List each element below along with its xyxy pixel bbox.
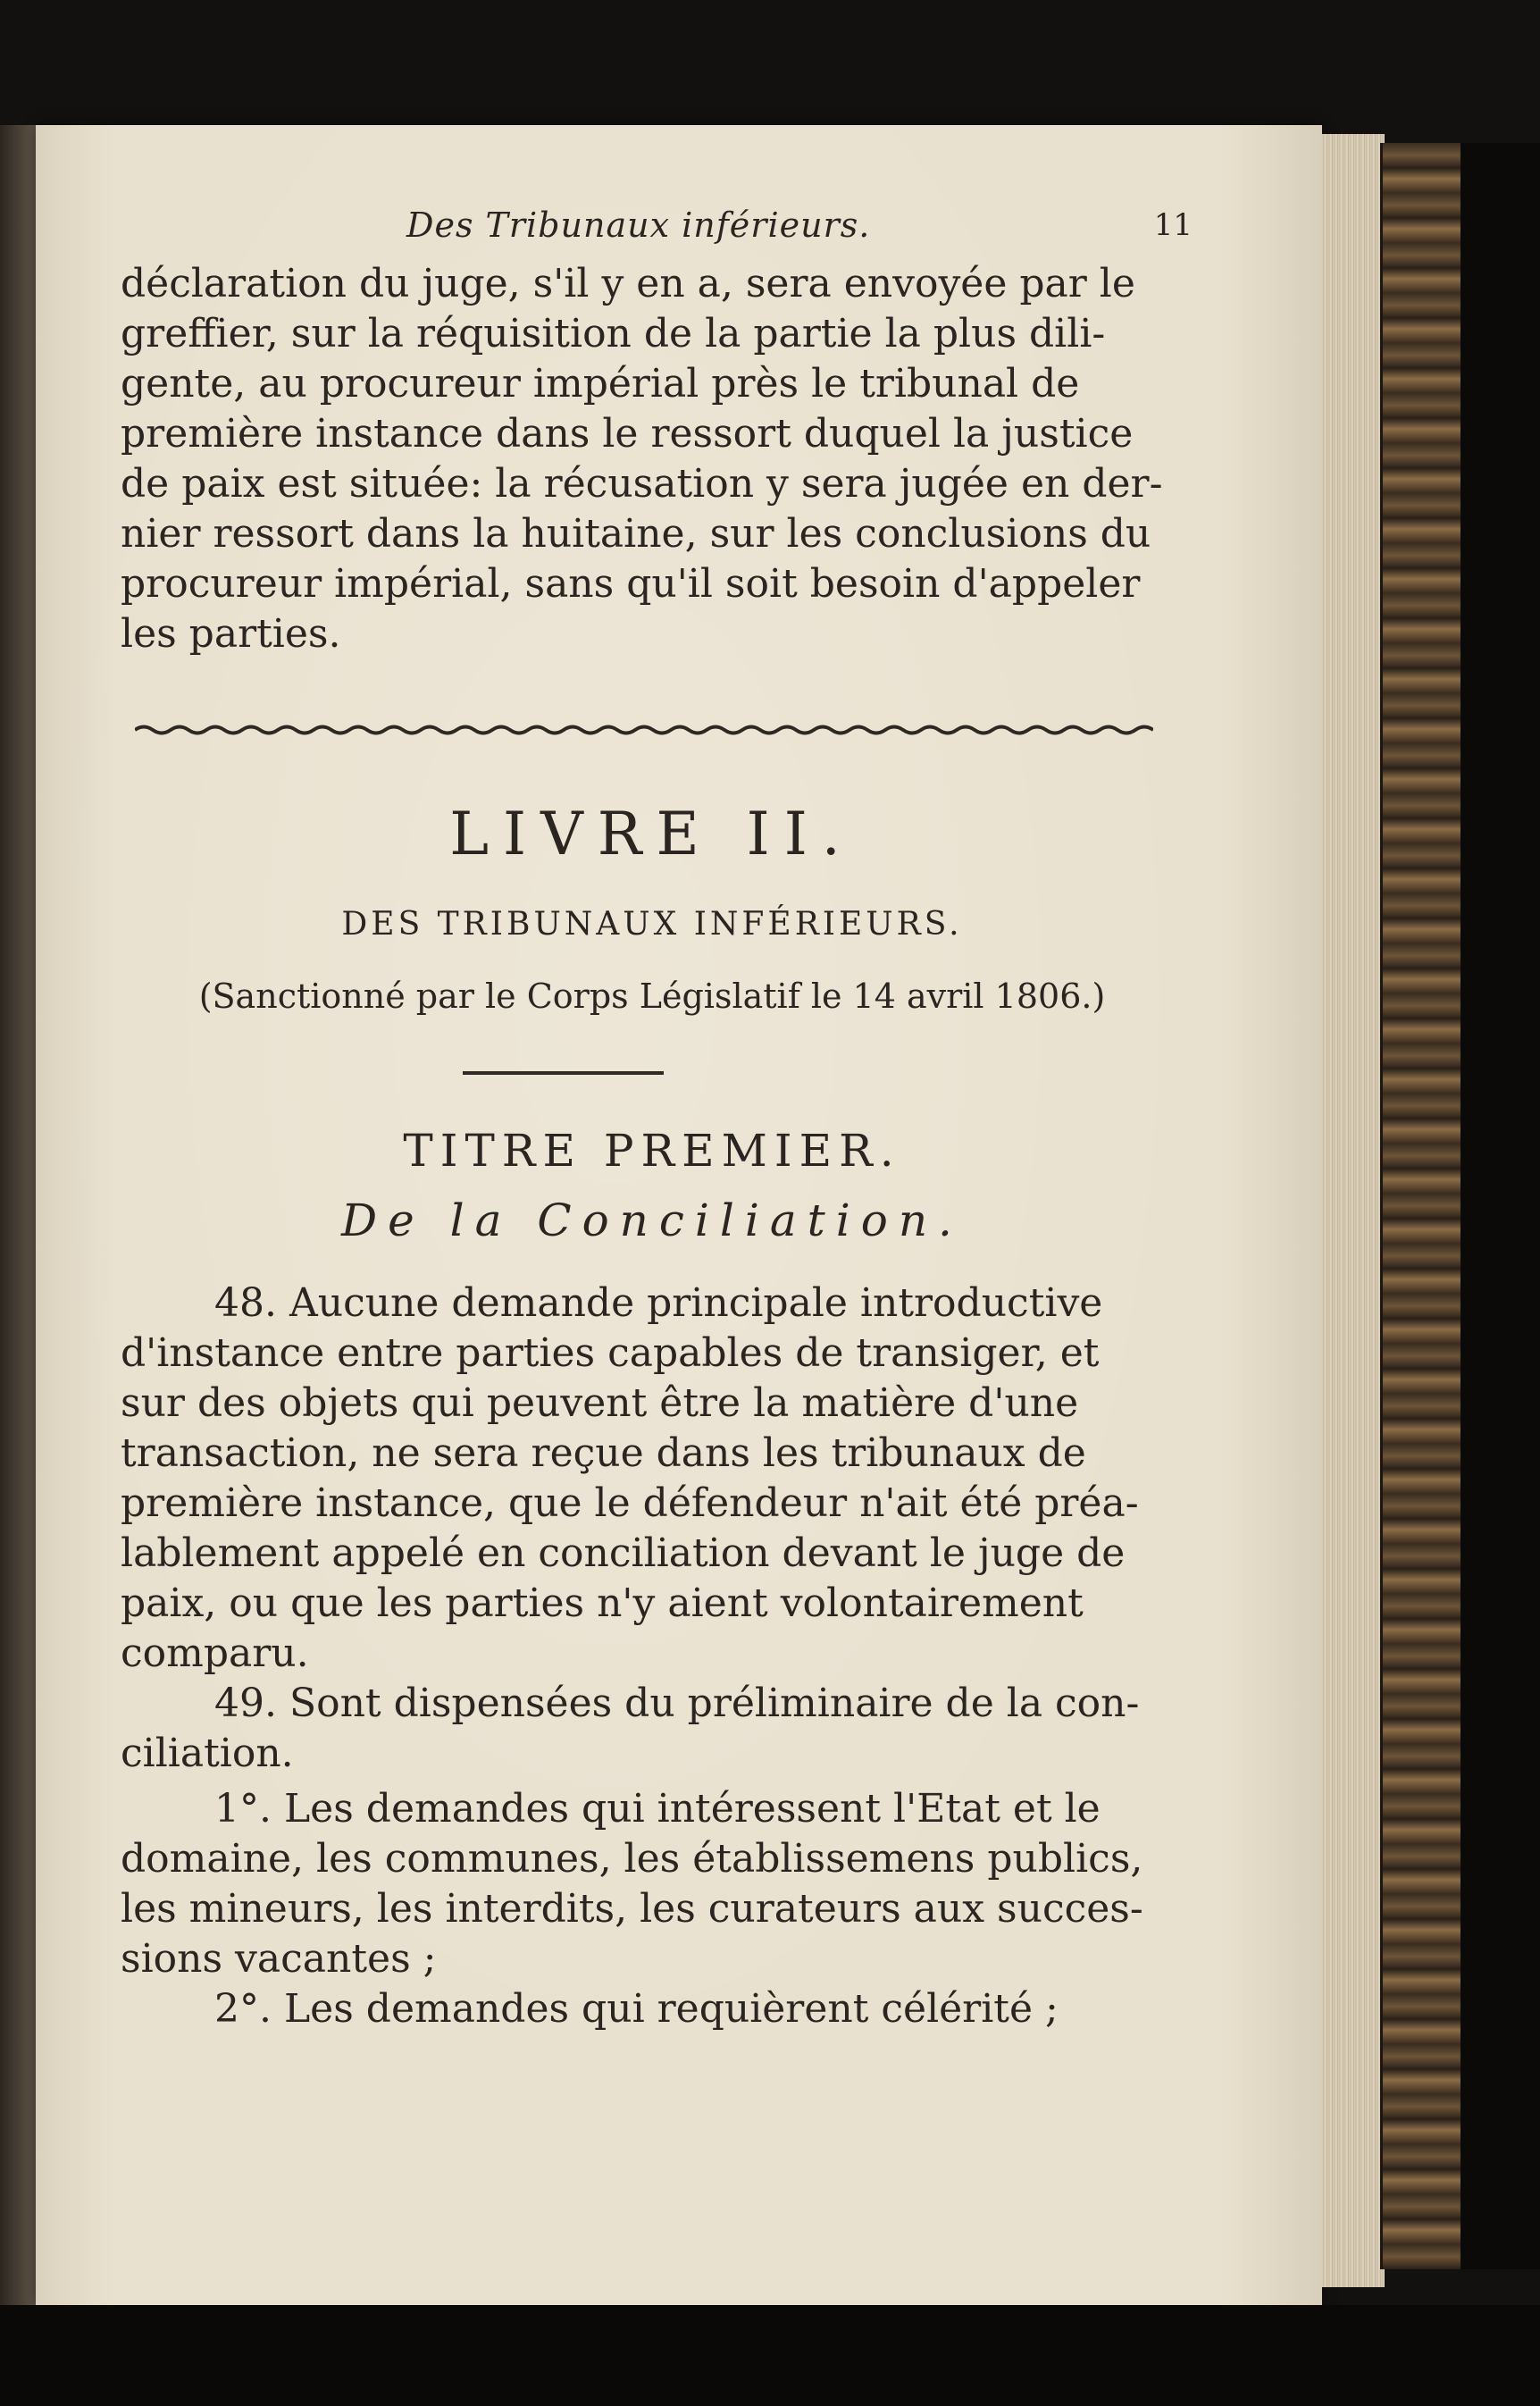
text-line: transaction, ne sera reçue dans les tribunaux de <box>121 1430 1086 1476</box>
page-number: 11 <box>1153 207 1193 243</box>
text-line: d'instance entre parties capables de transiger, et <box>121 1330 1100 1376</box>
text-line: 48. Aucune demande principale introductive <box>214 1280 1103 1326</box>
text-line: de paix est située: la récusation y sera jugée en der- <box>121 461 1163 507</box>
titre-heading: TITRE PREMIER. <box>403 1125 901 1177</box>
text-line: 2°. Les demandes qui requièrent célérité ; <box>214 1986 1059 2032</box>
titre-subtitle: De la Conciliation. <box>341 1195 963 1246</box>
page-text <box>121 205 1193 2034</box>
text-line: domaine, les communes, les établissemens publics, <box>121 1836 1143 1882</box>
livre-heading: LIVRE II. <box>449 800 855 868</box>
text-line: paix, ou que les parties n'y aient volontairement <box>121 1580 1084 1626</box>
text-line: procureur impérial, sans qu'il soit besoin d'appeler <box>121 561 1141 607</box>
background-bottom <box>0 2305 1540 2406</box>
running-head <box>121 205 1193 259</box>
text-line: déclaration du juge, s'il y en a, sera envoyée par le <box>121 261 1135 306</box>
sanction-note: (Sanctionné par le Corps Législatif le 14 avril 1806.) <box>198 977 1106 1016</box>
text-line: comparu. <box>121 1631 309 1676</box>
text-line: les mineurs, les interdits, les curateurs aux succes- <box>121 1886 1143 1932</box>
text-line: première instance, que le défendeur n'ait été préa- <box>121 1480 1139 1526</box>
text-line: ciliation. <box>121 1731 294 1776</box>
wavy-ornament-rule <box>135 722 1153 738</box>
item-2 <box>121 1984 1184 2034</box>
text-line: sur des objets qui peuvent être la matière d'une <box>121 1380 1079 1426</box>
text-line: greffier, sur la réquisition de la partie la plus dili- <box>121 311 1106 356</box>
item-1 <box>121 1784 1184 1984</box>
text-line: 1°. Les demandes qui intéressent l'Etat et le <box>214 1786 1101 1832</box>
marbled-cover-edge <box>1380 143 1463 2269</box>
text-line: les parties. <box>121 611 341 657</box>
text-line: sions vacantes ; <box>121 1936 437 1982</box>
background-right <box>1460 143 1540 2269</box>
text-line: nier ressort dans la huitaine, sur les conclusions du <box>121 511 1151 557</box>
article-49 <box>121 1679 1184 1779</box>
running-head-title: Des Tribunaux inférieurs. <box>406 205 871 245</box>
intro-paragraph <box>121 259 1184 659</box>
page-stack-edge <box>1322 134 1385 2287</box>
text-line: gente, au procureur impérial près le tribunal de <box>121 361 1080 407</box>
article-48 <box>121 1278 1184 1679</box>
text-line: première instance dans le ressort duquel la justice <box>121 411 1134 457</box>
text-line: lablement appelé en conciliation devant le juge de <box>121 1530 1126 1576</box>
livre-subtitle: DES TRIBUNAUX INFÉRIEURS. <box>341 906 963 943</box>
short-rule <box>463 1071 664 1075</box>
text-line: 49. Sont dispensées du préliminaire de la con- <box>214 1681 1140 1726</box>
